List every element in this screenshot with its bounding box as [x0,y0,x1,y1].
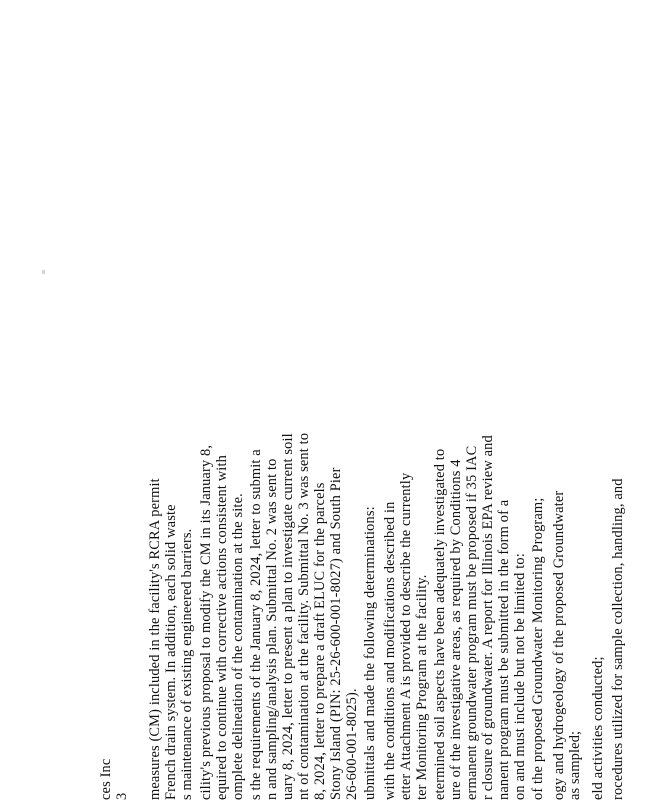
line-4: French drain system. In addition, each solid waste [163,504,179,800]
line-7: equired to continue with corrective actions consistent with [214,455,230,800]
line-9: s the requirements of the January 8, 2024, letter to submit a [248,449,264,800]
line-26: of the proposed Groundwater Monitoring Program; [530,497,546,800]
line-8: omplete delineation of the contamination at the site. [230,493,246,800]
line-27: ogy and hydrogeology of the proposed Groundwater [551,490,567,800]
line-29: eld activities conducted; [590,656,606,800]
line-28: as sampled; [567,730,583,800]
line-25: on and must include but not be limited to: [512,553,528,800]
line-20: etermined soil aspects have been adequately investigated to [432,448,448,800]
line-1: ces Inc [98,758,114,800]
line-13: 8, 2024, letter to prepare a draft ELUC for the parcels [312,482,328,800]
line-24: nanent program must be submitted in the form of a [496,499,512,800]
line-3: measures (CM) included in the facility's RCRA permit [147,478,163,800]
line-19: ter Monitoring Program at the facility. [414,574,430,800]
line-30: rocedures utilized for sample collection, handling, and [610,478,626,800]
line-5: s maintenance of existing engineered barriers. [179,528,195,800]
line-16: ubmittals and made the following determinations: [362,506,378,800]
line-11: uary 8, 2024, letter to present a plan to investigate current soil [280,433,296,800]
line-15: 26-600-001-8025). [344,688,360,800]
line-12: nt of contamination at the facility. Submittal No. 3 was sent to [296,432,312,800]
line-22: ermanent groundwater program must be proposed if 35 IAC [464,445,480,800]
line-17: with the conditions and modifications described in [382,501,398,800]
line-6: cility's previous proposal to modify the CM in its January 8, [198,444,214,800]
line-18: etter Attachment A is provided to describe the currently [398,472,414,800]
line-10: n and sampling/analysis plan. Submittal No. 2 was sent to [264,458,280,800]
line-2: 3 [114,792,130,800]
line-14: Stony Island (PIN: 25-26-600-001-8027) and South Pier [328,467,344,800]
line-23: r closure of groundwater. A report for Illinois EPA review and [480,435,496,800]
line-21: ure of the investigative areas, as required by Conditions 4 [448,459,464,800]
